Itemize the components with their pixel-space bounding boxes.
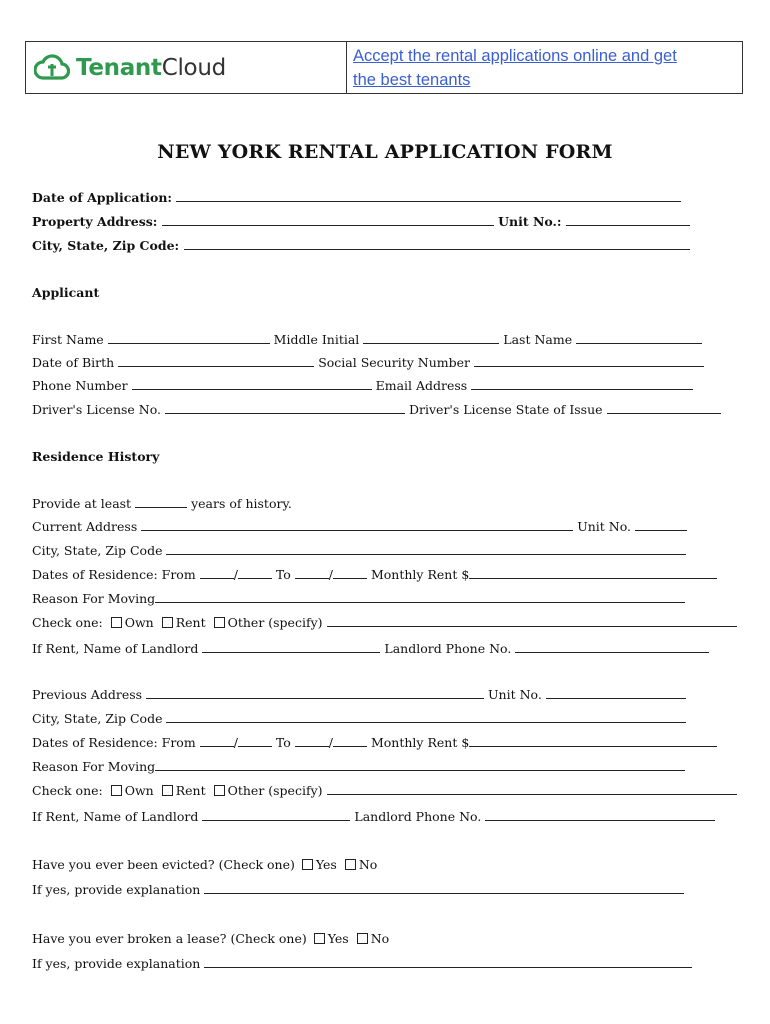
city-state-zip-field[interactable] xyxy=(184,238,690,250)
previous-landlord-row: If Rent, Name of Landlord Landlord Phone No. xyxy=(32,809,715,825)
ssn-field[interactable] xyxy=(474,355,704,367)
header-table xyxy=(25,41,743,94)
property-address-field[interactable] xyxy=(162,214,494,226)
evicted-yes-checkbox[interactable] xyxy=(302,859,313,870)
last-name-field[interactable] xyxy=(576,332,702,344)
license-row: Driver's License No. Driver's License State of Issue xyxy=(32,402,721,418)
broken-yes-checkbox[interactable] xyxy=(314,933,325,944)
current-address-row: Current Address Unit No. xyxy=(32,519,687,535)
current-check-row: Check one: Own Rent Other (specify) xyxy=(32,615,737,631)
previous-from-month-field[interactable] xyxy=(200,735,234,747)
dob-ssn-row: Date of Birth Social Security Number xyxy=(32,355,704,371)
phone-email-row: Phone Number Email Address xyxy=(32,378,693,394)
previous-address-field[interactable] xyxy=(146,687,484,699)
previous-other-checkbox[interactable] xyxy=(214,785,225,796)
current-dates-row: Dates of Residence: From / To / Monthly Rent $ xyxy=(32,567,717,583)
date-of-application-row: Date of Application: xyxy=(32,190,681,206)
email-field[interactable] xyxy=(471,378,693,390)
previous-dates-row: Dates of Residence: From / To / Monthly Rent $ xyxy=(32,735,717,751)
page-title: NEW YORK RENTAL APPLICATION FORM xyxy=(157,141,613,163)
evicted-explain-field[interactable] xyxy=(204,882,684,894)
previous-reason-field[interactable] xyxy=(155,759,685,771)
phone-field[interactable] xyxy=(132,378,372,390)
broken-explain-field[interactable] xyxy=(204,956,692,968)
current-to-month-field[interactable] xyxy=(295,567,329,579)
years-field[interactable] xyxy=(135,496,187,508)
current-unit-field[interactable] xyxy=(635,519,687,531)
middle-initial-field[interactable] xyxy=(363,332,499,344)
current-other-field[interactable] xyxy=(327,615,737,627)
evicted-no-checkbox[interactable] xyxy=(345,859,356,870)
previous-city-row: City, State, Zip Code xyxy=(32,711,686,727)
promo-cell xyxy=(347,42,677,93)
broken-explain-row: If yes, provide explanation xyxy=(32,956,692,972)
previous-reason-row: Reason For Moving xyxy=(32,759,685,775)
broken-lease-row: Have you ever broken a lease? (Check one) Yes No xyxy=(32,931,390,946)
current-rent-checkbox[interactable] xyxy=(162,617,173,628)
previous-landlord-phone-field[interactable] xyxy=(485,809,715,821)
dob-field[interactable] xyxy=(118,355,314,367)
first-name-field[interactable] xyxy=(108,332,270,344)
previous-landlord-field[interactable] xyxy=(202,809,350,821)
previous-to-month-field[interactable] xyxy=(295,735,329,747)
previous-unit-field[interactable] xyxy=(546,687,686,699)
current-city-field[interactable] xyxy=(166,543,686,555)
previous-from-year-field[interactable] xyxy=(238,735,272,747)
logo-text: TenantCloud xyxy=(76,54,226,81)
license-state-field[interactable] xyxy=(607,402,721,414)
current-landlord-field[interactable] xyxy=(202,641,380,653)
previous-address-row: Previous Address Unit No. xyxy=(32,687,686,703)
previous-city-field[interactable] xyxy=(166,711,686,723)
license-field[interactable] xyxy=(165,402,405,414)
unit-field[interactable] xyxy=(566,214,690,226)
previous-rent-checkbox[interactable] xyxy=(162,785,173,796)
current-city-row: City, State, Zip Code xyxy=(32,543,686,559)
city-state-zip-row: City, State, Zip Code: xyxy=(32,238,690,254)
current-landlord-phone-field[interactable] xyxy=(515,641,709,653)
current-to-year-field[interactable] xyxy=(333,567,367,579)
previous-other-field[interactable] xyxy=(327,783,737,795)
date-of-application-field[interactable] xyxy=(176,190,681,202)
current-from-year-field[interactable] xyxy=(238,567,272,579)
residence-history-heading: Residence History xyxy=(32,449,160,464)
promo-link[interactable]: Accept the rental applications online and get the best tenants xyxy=(353,47,677,89)
previous-rent-field[interactable] xyxy=(469,735,717,747)
current-other-checkbox[interactable] xyxy=(214,617,225,628)
previous-to-year-field[interactable] xyxy=(333,735,367,747)
logo xyxy=(26,42,347,93)
cloud-logo-icon xyxy=(34,53,70,83)
broken-no-checkbox[interactable] xyxy=(357,933,368,944)
previous-own-checkbox[interactable] xyxy=(111,785,122,796)
property-address-row: Property Address: Unit No.: xyxy=(32,214,690,230)
current-rent-field[interactable] xyxy=(469,567,717,579)
applicant-heading: Applicant xyxy=(32,285,100,300)
current-address-field[interactable] xyxy=(141,519,573,531)
current-reason-row: Reason For Moving xyxy=(32,591,685,607)
name-row: First Name Middle Initial Last Name xyxy=(32,332,702,348)
current-own-checkbox[interactable] xyxy=(111,617,122,628)
evicted-row: Have you ever been evicted? (Check one) Yes No xyxy=(32,857,378,872)
current-landlord-row: If Rent, Name of Landlord Landlord Phone No. xyxy=(32,641,709,657)
years-history-row: Provide at least years of history. xyxy=(32,496,292,511)
evicted-explain-row: If yes, provide explanation xyxy=(32,882,684,898)
previous-check-row: Check one: Own Rent Other (specify) xyxy=(32,783,737,799)
current-reason-field[interactable] xyxy=(155,591,685,603)
current-from-month-field[interactable] xyxy=(200,567,234,579)
